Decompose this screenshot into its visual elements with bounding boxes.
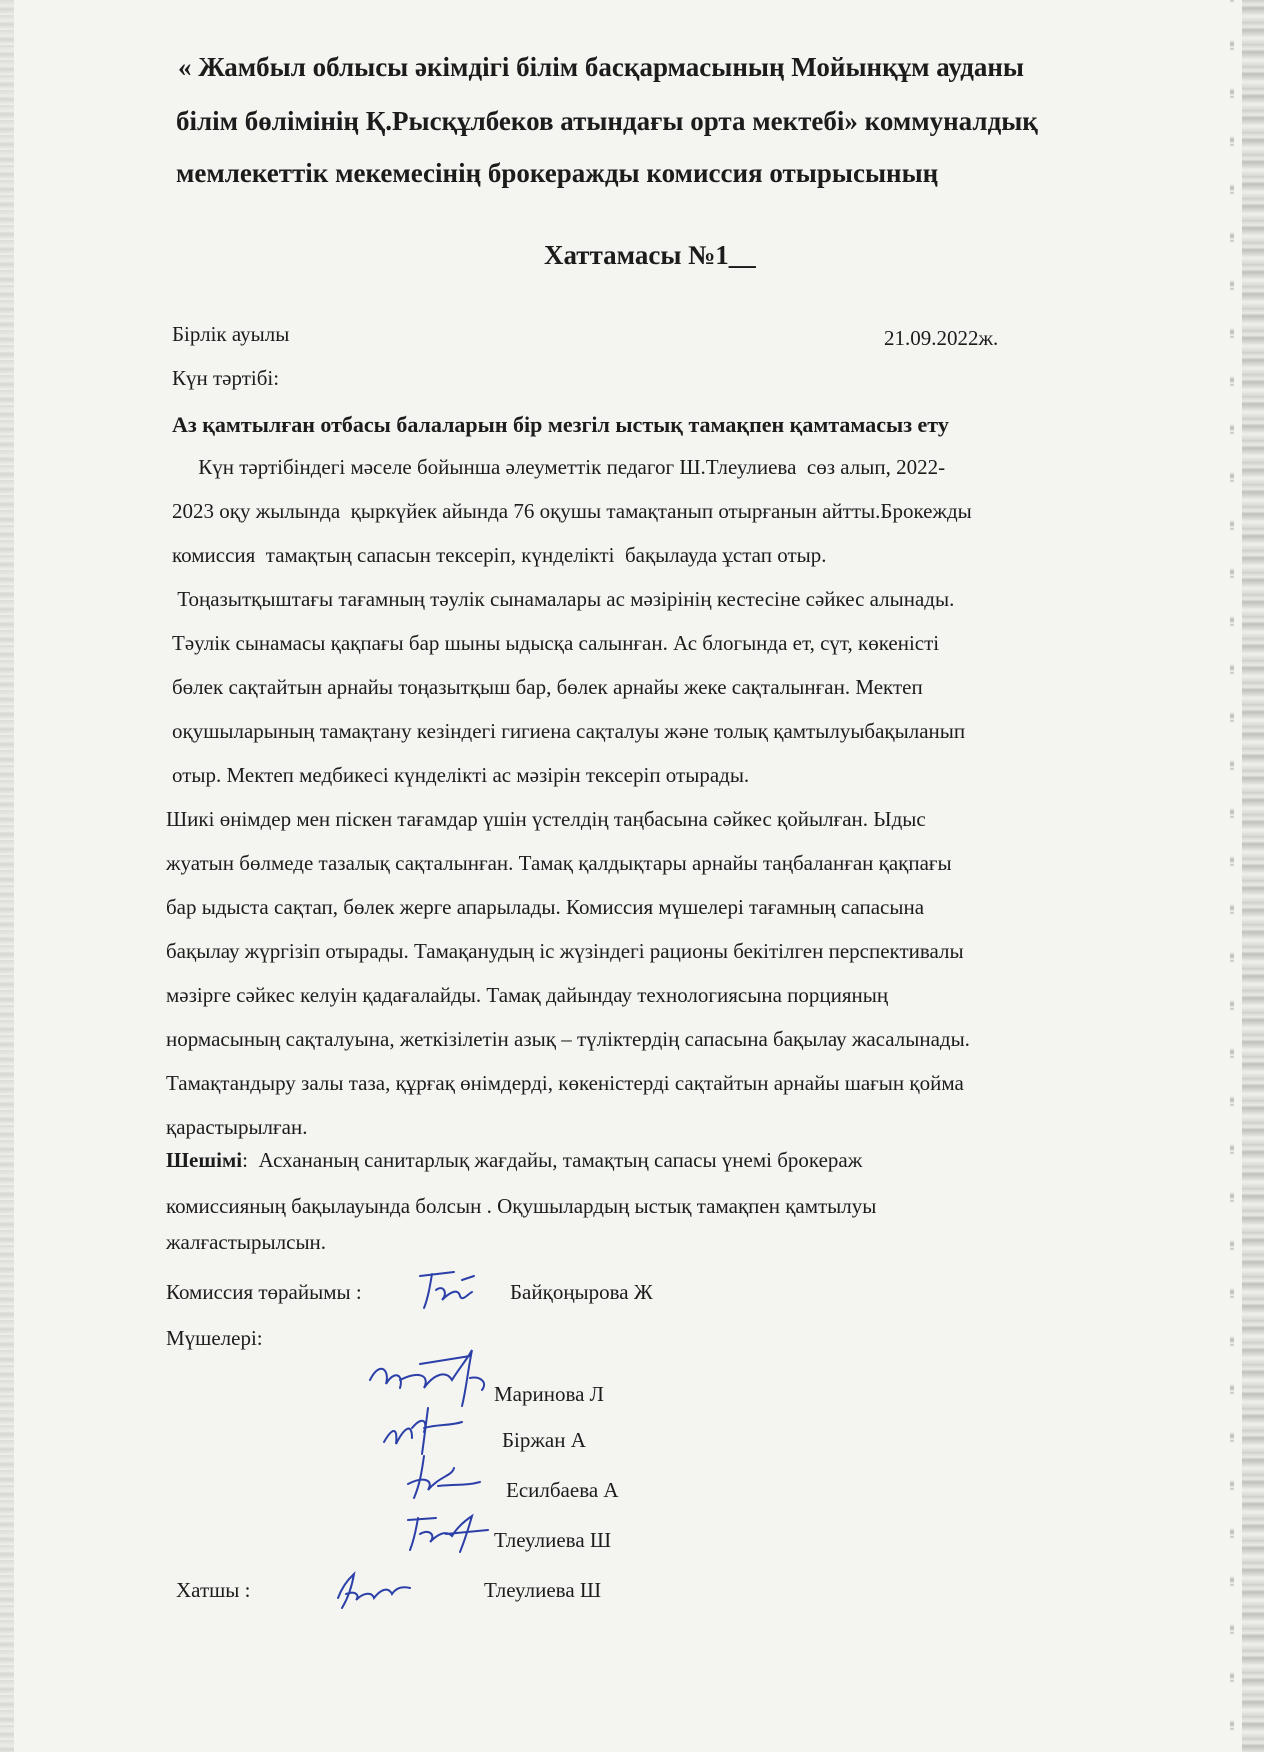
body-line: бар ыдыста сақтап, бөлек жерге апарылады. Комиссия мүшелері тағамның сапасына <box>166 895 925 919</box>
agenda-topic: Аз қамтылған отбасы балаларын бір мезгіл ыстық тамақпен қамтамасыз ету <box>172 412 949 437</box>
body-line: 2023 оқу жылында қыркүйек айында 76 оқушы тамақтанып отырғанын айтты.Брокежды <box>172 499 972 523</box>
decision-label: Шешімі <box>166 1148 243 1172</box>
member-name-3: Есилбаева А <box>506 1478 619 1502</box>
body-line: Тәулік сынамасы қақпағы бар шыны ыдысқа салынған. Ас блогында ет, сүт, көкеністі <box>172 631 940 655</box>
member-name-4: Тлеулиева Ш <box>494 1528 612 1552</box>
body-line: нормасының сақталуына, жеткізілетін азық – түліктердің сапасына бақылау жасалынады. <box>166 1027 970 1051</box>
member-signature-3 <box>404 1446 494 1506</box>
decision-line-3: жалғастырылсын. <box>166 1230 327 1254</box>
member-name-2: Біржан А <box>502 1428 586 1452</box>
secretary-label: Хатшы : <box>176 1578 251 1602</box>
agenda-label: Күн тәртібі: <box>172 366 280 390</box>
chair-name: Байқоңырова Ж <box>510 1280 653 1304</box>
member-name-1: Маринова Л <box>494 1382 604 1406</box>
header-line-1: « Жамбыл облысы әкімдігі білім басқармасының Мойынқұм ауданы <box>178 52 1025 82</box>
body-line: Шикі өнімдер мен піскен тағамдар үшін үстелдің таңбасына сәйкес қойылған. Ыдыс <box>166 807 926 831</box>
chair-label: Комиссия төрайымы : <box>166 1280 362 1304</box>
secretary-name: Тлеулиева Ш <box>484 1578 602 1602</box>
protocol-title: Хаттамасы №1__ <box>544 240 756 270</box>
decision-text-1: Асхананың санитарлық жағдайы, тамақтың сапасы үнемі брокераж <box>247 1148 863 1172</box>
decision-line-1 <box>166 1150 862 1171</box>
body-line: оқушыларының тамақтану кезіндегі гигиена сақталуы және толық қамтылуыбақыланып <box>172 719 966 743</box>
member-signature-4 <box>402 1506 502 1556</box>
body-line: бақылау жүргізіп отырады. Тамақанудың іс жүзіндегі рационы бекітілген перспективалы <box>166 939 964 963</box>
body-line: комиссия тамақтың сапасын тексеріп, күнделікті бақылауда ұстап отыр. <box>172 543 827 567</box>
decision-line-2: комиссияның бақылауында болсын . Оқушылардың ыстық тамақпен қамтылуы <box>166 1194 877 1218</box>
location: Бірлік ауылы <box>172 322 290 346</box>
body-line: отыр. Мектеп медбикесі күнделікті ас мәзірін тексеріп отырады. <box>172 763 750 787</box>
scan-edge-left <box>0 0 14 1752</box>
document-date: 21.09.2022ж. <box>884 326 999 350</box>
secretary-signature <box>330 1568 420 1612</box>
decision-colon: : <box>242 1148 248 1172</box>
body-line: Тамақтандыру залы таза, құрғақ өнімдерді, көкеністерді сақтайтын арнайы шағын қойма <box>166 1071 964 1095</box>
body-line: бөлек сақтайтын арнайы тоңазытқыш бар, бөлек арнайы жеке сақталынған. Мектеп <box>172 675 923 699</box>
body-line: мәзірге сәйкес келуін қадағалайды. Тамақ дайындау технологиясына порцияның <box>166 983 889 1007</box>
body-line: жуатын бөлмеде тазалық сақталынған. Тамақ қалдықтары арнайы таңбаланған қақпағы <box>166 851 952 875</box>
body-line: қарастырылған. <box>166 1115 308 1139</box>
scan-edge-right <box>1242 0 1264 1752</box>
members-label: Мүшелері: <box>166 1326 263 1350</box>
chair-signature <box>414 1266 482 1314</box>
body-line: Тоңазытқыштағы тағамның тәулік сынамалары ас мәзірінің кестесіне сәйкес алынады. <box>172 587 955 611</box>
body-line: Күн тәртібіндегі мәселе бойынша әлеуметтік педагог Ш.Тлеулиева сөз алып, 2022- <box>172 455 946 479</box>
header-line-2: білім бөлімінің Қ.Рысқұлбеков атындағы орта мектебі» коммуналдық <box>176 106 1038 136</box>
scan-edge-right-line <box>1230 0 1234 1752</box>
header-line-3: мемлекеттік мекемесінің брокеражды комиссия отырысының <box>176 158 939 188</box>
